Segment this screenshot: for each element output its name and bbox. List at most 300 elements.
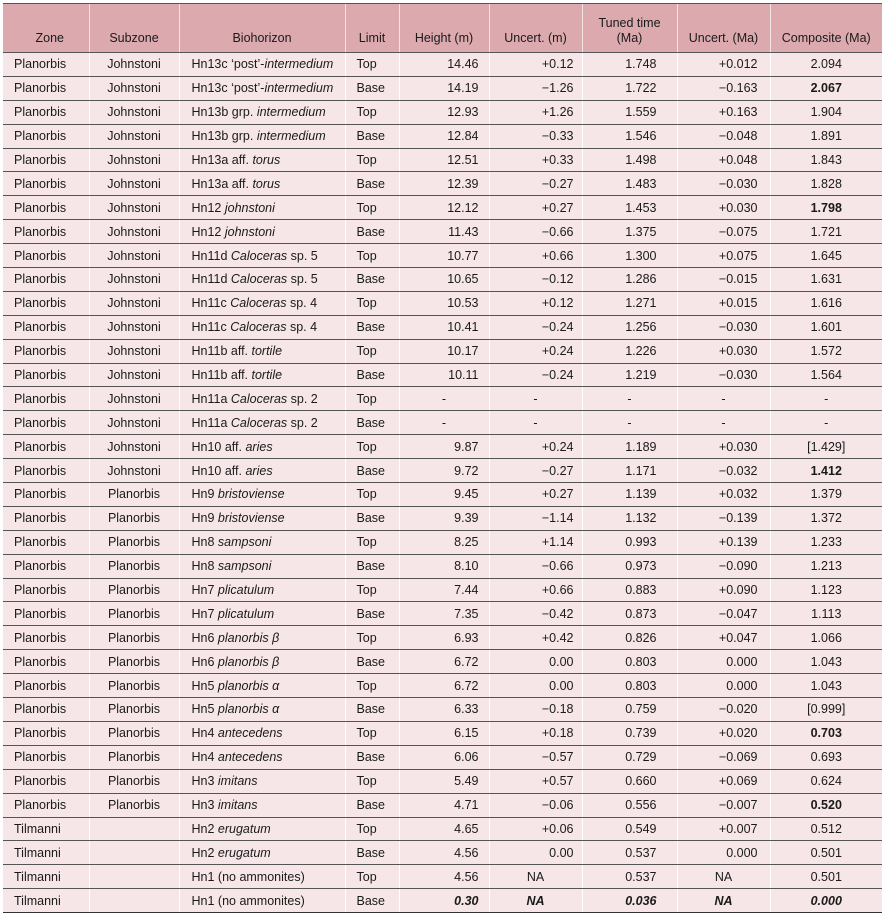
cell-tuned-time: 1.300 xyxy=(582,244,677,268)
cell-biohorizon: Hn4 antecedens xyxy=(179,745,345,769)
table-row xyxy=(3,459,882,483)
cell-biohorizon: Hn2 erugatum xyxy=(179,817,345,841)
cell-uncert-m: −1.14 xyxy=(489,506,582,530)
data-table xyxy=(3,3,882,913)
cell-limit: Base xyxy=(345,76,399,100)
cell-biohorizon: Hn3 imitans xyxy=(179,793,345,817)
cell-limit: Base xyxy=(345,889,399,913)
table-row xyxy=(3,172,882,196)
cell-limit: Base xyxy=(345,315,399,339)
cell-biohorizon: Hn1 (no ammonites) xyxy=(179,865,345,889)
cell-uncert-ma: +0.020 xyxy=(677,721,770,745)
cell-tuned-time: 0.803 xyxy=(582,674,677,698)
cell-composite: 1.412 xyxy=(770,459,882,483)
cell-subzone: Planorbis xyxy=(89,721,179,745)
cell-composite: 1.616 xyxy=(770,291,882,315)
cell-uncert-m: NA xyxy=(489,865,582,889)
cell-uncert-ma: +0.163 xyxy=(677,100,770,124)
cell-uncert-m: +1.14 xyxy=(489,530,582,554)
table-row xyxy=(3,100,882,124)
cell-limit: Base xyxy=(345,554,399,578)
cell-limit: Base xyxy=(345,172,399,196)
cell-limit: Top xyxy=(345,674,399,698)
cell-uncert-ma: - xyxy=(677,387,770,411)
table-row xyxy=(3,363,882,387)
cell-limit: Top xyxy=(345,291,399,315)
cell-subzone: Johnstoni xyxy=(89,172,179,196)
cell-uncert-ma: −0.075 xyxy=(677,220,770,244)
cell-biohorizon: Hn8 sampsoni xyxy=(179,554,345,578)
cell-tuned-time: 1.453 xyxy=(582,196,677,220)
table-row xyxy=(3,148,882,172)
cell-limit: Top xyxy=(345,244,399,268)
cell-height: 6.72 xyxy=(399,650,489,674)
cell-tuned-time: 1.132 xyxy=(582,506,677,530)
cell-height: 6.15 xyxy=(399,721,489,745)
cell-height: - xyxy=(399,387,489,411)
cell-zone: Planorbis xyxy=(3,411,89,435)
cell-zone: Planorbis xyxy=(3,339,89,363)
cell-height: 6.72 xyxy=(399,674,489,698)
table-row xyxy=(3,435,882,459)
cell-tuned-time: 0.739 xyxy=(582,721,677,745)
cell-uncert-ma: −0.032 xyxy=(677,459,770,483)
cell-subzone: Johnstoni xyxy=(89,411,179,435)
cell-zone: Planorbis xyxy=(3,698,89,722)
cell-subzone: Planorbis xyxy=(89,626,179,650)
cell-composite: 1.631 xyxy=(770,268,882,292)
cell-limit: Top xyxy=(345,435,399,459)
header-uncert-ma: Uncert. (Ma) xyxy=(677,4,770,53)
cell-height: 8.10 xyxy=(399,554,489,578)
cell-subzone: Johnstoni xyxy=(89,291,179,315)
cell-zone: Planorbis xyxy=(3,602,89,626)
cell-uncert-m: −0.66 xyxy=(489,220,582,244)
cell-zone: Planorbis xyxy=(3,530,89,554)
table-row xyxy=(3,793,882,817)
cell-uncert-ma: +0.012 xyxy=(677,53,770,77)
cell-height: 7.35 xyxy=(399,602,489,626)
cell-uncert-ma: 0.000 xyxy=(677,650,770,674)
cell-tuned-time: 1.286 xyxy=(582,268,677,292)
cell-uncert-ma: +0.030 xyxy=(677,196,770,220)
cell-composite: 1.113 xyxy=(770,602,882,626)
cell-composite: 1.564 xyxy=(770,363,882,387)
table-row xyxy=(3,76,882,100)
cell-height: 12.39 xyxy=(399,172,489,196)
cell-composite: 0.501 xyxy=(770,865,882,889)
cell-composite: 1.043 xyxy=(770,674,882,698)
cell-uncert-m: +0.06 xyxy=(489,817,582,841)
cell-limit: Base xyxy=(345,459,399,483)
cell-tuned-time: 1.139 xyxy=(582,483,677,507)
cell-limit: Base xyxy=(345,745,399,769)
cell-height: - xyxy=(399,411,489,435)
cell-zone: Planorbis xyxy=(3,745,89,769)
table-row xyxy=(3,315,882,339)
cell-composite: 1.379 xyxy=(770,483,882,507)
cell-height: 10.41 xyxy=(399,315,489,339)
cell-uncert-m: −0.18 xyxy=(489,698,582,722)
cell-uncert-ma: −0.007 xyxy=(677,793,770,817)
cell-height: 10.11 xyxy=(399,363,489,387)
cell-uncert-m: - xyxy=(489,411,582,435)
cell-uncert-m: −0.27 xyxy=(489,172,582,196)
cell-height: 9.45 xyxy=(399,483,489,507)
cell-subzone: Planorbis xyxy=(89,745,179,769)
cell-uncert-m: +0.24 xyxy=(489,339,582,363)
cell-composite: 1.843 xyxy=(770,148,882,172)
cell-tuned-time: 1.189 xyxy=(582,435,677,459)
cell-uncert-m: +0.27 xyxy=(489,196,582,220)
cell-zone: Planorbis xyxy=(3,124,89,148)
cell-limit: Base xyxy=(345,363,399,387)
cell-tuned-time: 0.993 xyxy=(582,530,677,554)
cell-biohorizon: Hn11d Caloceras sp. 5 xyxy=(179,268,345,292)
cell-biohorizon: Hn2 erugatum xyxy=(179,841,345,865)
cell-composite: 0.703 xyxy=(770,721,882,745)
cell-zone: Tilmanni xyxy=(3,889,89,913)
cell-tuned-time: 0.729 xyxy=(582,745,677,769)
cell-uncert-m: +0.12 xyxy=(489,53,582,77)
cell-uncert-ma: +0.030 xyxy=(677,435,770,459)
cell-composite: 1.645 xyxy=(770,244,882,268)
cell-height: 12.51 xyxy=(399,148,489,172)
cell-zone: Planorbis xyxy=(3,172,89,196)
header-uncert-m: Uncert. (m) xyxy=(489,4,582,53)
cell-subzone: Johnstoni xyxy=(89,148,179,172)
cell-subzone xyxy=(89,889,179,913)
cell-uncert-ma: NA xyxy=(677,889,770,913)
cell-height: 5.49 xyxy=(399,769,489,793)
cell-height: 14.46 xyxy=(399,53,489,77)
cell-uncert-ma: −0.069 xyxy=(677,745,770,769)
cell-height: 6.93 xyxy=(399,626,489,650)
cell-uncert-m: +0.66 xyxy=(489,244,582,268)
cell-uncert-ma: 0.000 xyxy=(677,674,770,698)
cell-uncert-ma: +0.090 xyxy=(677,578,770,602)
cell-zone: Planorbis xyxy=(3,363,89,387)
cell-composite: 1.372 xyxy=(770,506,882,530)
cell-biohorizon: Hn8 sampsoni xyxy=(179,530,345,554)
cell-composite: 1.213 xyxy=(770,554,882,578)
cell-height: 9.72 xyxy=(399,459,489,483)
cell-uncert-ma: −0.030 xyxy=(677,363,770,387)
cell-subzone xyxy=(89,865,179,889)
cell-tuned-time: 0.873 xyxy=(582,602,677,626)
cell-uncert-m: −0.06 xyxy=(489,793,582,817)
cell-zone: Tilmanni xyxy=(3,817,89,841)
cell-composite: 0.000 xyxy=(770,889,882,913)
cell-tuned-time: 0.973 xyxy=(582,554,677,578)
cell-limit: Top xyxy=(345,100,399,124)
cell-limit: Base xyxy=(345,124,399,148)
cell-zone: Planorbis xyxy=(3,769,89,793)
cell-limit: Base xyxy=(345,506,399,530)
cell-biohorizon: Hn9 bristoviense xyxy=(179,483,345,507)
cell-uncert-m: +0.33 xyxy=(489,148,582,172)
table-row xyxy=(3,554,882,578)
cell-uncert-ma: −0.090 xyxy=(677,554,770,578)
cell-biohorizon: Hn13b grp. intermedium xyxy=(179,124,345,148)
cell-uncert-m: +0.42 xyxy=(489,626,582,650)
cell-uncert-ma: - xyxy=(677,411,770,435)
cell-uncert-ma: −0.139 xyxy=(677,506,770,530)
cell-height: 7.44 xyxy=(399,578,489,602)
cell-limit: Base xyxy=(345,698,399,722)
cell-subzone: Johnstoni xyxy=(89,339,179,363)
table-row xyxy=(3,841,882,865)
table-row xyxy=(3,411,882,435)
cell-zone: Planorbis xyxy=(3,291,89,315)
cell-biohorizon: Hn6 planorbis β xyxy=(179,650,345,674)
cell-height: 9.87 xyxy=(399,435,489,459)
cell-tuned-time: 1.171 xyxy=(582,459,677,483)
cell-uncert-ma: −0.030 xyxy=(677,315,770,339)
table-row xyxy=(3,244,882,268)
cell-uncert-m: +0.12 xyxy=(489,291,582,315)
table-row xyxy=(3,53,882,77)
cell-uncert-m: −0.57 xyxy=(489,745,582,769)
table-row xyxy=(3,769,882,793)
cell-zone: Planorbis xyxy=(3,100,89,124)
cell-uncert-m: 0.00 xyxy=(489,841,582,865)
cell-height: 12.84 xyxy=(399,124,489,148)
cell-biohorizon: Hn6 planorbis β xyxy=(179,626,345,650)
cell-biohorizon: Hn5 planorbis α xyxy=(179,698,345,722)
cell-subzone: Planorbis xyxy=(89,602,179,626)
cell-subzone: Planorbis xyxy=(89,674,179,698)
cell-uncert-m: +0.24 xyxy=(489,435,582,459)
cell-tuned-time: 0.660 xyxy=(582,769,677,793)
cell-uncert-m: −0.24 xyxy=(489,363,582,387)
cell-biohorizon: Hn11d Caloceras sp. 5 xyxy=(179,244,345,268)
cell-composite: [1.429] xyxy=(770,435,882,459)
cell-subzone: Planorbis xyxy=(89,530,179,554)
cell-tuned-time: 1.498 xyxy=(582,148,677,172)
cell-uncert-m: 0.00 xyxy=(489,650,582,674)
cell-uncert-m: 0.00 xyxy=(489,674,582,698)
cell-zone: Planorbis xyxy=(3,650,89,674)
cell-uncert-ma: NA xyxy=(677,865,770,889)
cell-uncert-ma: +0.069 xyxy=(677,769,770,793)
cell-biohorizon: Hn12 johnstoni xyxy=(179,196,345,220)
table-row xyxy=(3,291,882,315)
table-row xyxy=(3,698,882,722)
cell-height: 6.06 xyxy=(399,745,489,769)
cell-composite: 0.520 xyxy=(770,793,882,817)
cell-biohorizon: Hn10 aff. aries xyxy=(179,435,345,459)
table-row xyxy=(3,602,882,626)
cell-zone: Planorbis xyxy=(3,506,89,530)
cell-uncert-ma: +0.047 xyxy=(677,626,770,650)
cell-zone: Planorbis xyxy=(3,554,89,578)
cell-zone: Planorbis xyxy=(3,268,89,292)
cell-uncert-m: −0.24 xyxy=(489,315,582,339)
cell-subzone: Planorbis xyxy=(89,554,179,578)
cell-biohorizon: Hn11c Caloceras sp. 4 xyxy=(179,291,345,315)
cell-uncert-ma: −0.030 xyxy=(677,172,770,196)
cell-uncert-m: +1.26 xyxy=(489,100,582,124)
cell-subzone: Planorbis xyxy=(89,698,179,722)
cell-subzone: Planorbis xyxy=(89,793,179,817)
header-zone: Zone xyxy=(3,4,89,53)
cell-composite: 1.828 xyxy=(770,172,882,196)
cell-zone: Planorbis xyxy=(3,196,89,220)
cell-limit: Base xyxy=(345,793,399,817)
header-height: Height (m) xyxy=(399,4,489,53)
cell-composite: - xyxy=(770,411,882,435)
cell-composite: 1.891 xyxy=(770,124,882,148)
cell-height: 4.56 xyxy=(399,841,489,865)
header-subzone: Subzone xyxy=(89,4,179,53)
cell-uncert-ma: −0.015 xyxy=(677,268,770,292)
cell-zone: Planorbis xyxy=(3,459,89,483)
cell-tuned-time: 1.271 xyxy=(582,291,677,315)
cell-biohorizon: Hn4 antecedens xyxy=(179,721,345,745)
cell-tuned-time: 0.537 xyxy=(582,865,677,889)
cell-tuned-time: - xyxy=(582,411,677,435)
cell-zone: Planorbis xyxy=(3,148,89,172)
cell-composite: 1.721 xyxy=(770,220,882,244)
cell-composite: 1.066 xyxy=(770,626,882,650)
cell-zone: Planorbis xyxy=(3,626,89,650)
cell-zone: Planorbis xyxy=(3,387,89,411)
cell-zone: Planorbis xyxy=(3,578,89,602)
cell-uncert-m: −0.12 xyxy=(489,268,582,292)
cell-tuned-time: 1.546 xyxy=(582,124,677,148)
cell-height: 8.25 xyxy=(399,530,489,554)
table-row xyxy=(3,506,882,530)
cell-tuned-time: 1.559 xyxy=(582,100,677,124)
cell-tuned-time: 0.826 xyxy=(582,626,677,650)
cell-uncert-ma: −0.020 xyxy=(677,698,770,722)
cell-biohorizon: Hn12 johnstoni xyxy=(179,220,345,244)
cell-limit: Top xyxy=(345,530,399,554)
table-row xyxy=(3,745,882,769)
cell-zone: Planorbis xyxy=(3,53,89,77)
cell-height: 4.56 xyxy=(399,865,489,889)
cell-composite: 0.512 xyxy=(770,817,882,841)
cell-composite: - xyxy=(770,387,882,411)
cell-uncert-m: −0.27 xyxy=(489,459,582,483)
header-tuned-time: Tuned time (Ma) xyxy=(582,4,677,53)
cell-limit: Top xyxy=(345,817,399,841)
cell-biohorizon: Hn9 bristoviense xyxy=(179,506,345,530)
cell-limit: Base xyxy=(345,841,399,865)
cell-composite: 1.043 xyxy=(770,650,882,674)
cell-height: 0.30 xyxy=(399,889,489,913)
cell-limit: Top xyxy=(345,387,399,411)
header-biohorizon: Biohorizon xyxy=(179,4,345,53)
cell-limit: Base xyxy=(345,220,399,244)
cell-biohorizon: Hn1 (no ammonites) xyxy=(179,889,345,913)
cell-uncert-ma: +0.032 xyxy=(677,483,770,507)
cell-uncert-m: - xyxy=(489,387,582,411)
cell-height: 6.33 xyxy=(399,698,489,722)
cell-subzone: Johnstoni xyxy=(89,459,179,483)
cell-uncert-m: −1.26 xyxy=(489,76,582,100)
cell-limit: Top xyxy=(345,769,399,793)
cell-biohorizon: Hn13a aff. torus xyxy=(179,148,345,172)
cell-subzone: Johnstoni xyxy=(89,76,179,100)
cell-zone: Planorbis xyxy=(3,483,89,507)
cell-limit: Base xyxy=(345,268,399,292)
cell-tuned-time: 1.226 xyxy=(582,339,677,363)
cell-limit: Base xyxy=(345,602,399,626)
cell-uncert-m: +0.18 xyxy=(489,721,582,745)
cell-composite: 1.904 xyxy=(770,100,882,124)
cell-tuned-time: 1.375 xyxy=(582,220,677,244)
cell-subzone: Johnstoni xyxy=(89,268,179,292)
cell-subzone: Planorbis xyxy=(89,578,179,602)
cell-biohorizon: Hn10 aff. aries xyxy=(179,459,345,483)
cell-biohorizon: Hn13c ‘post’-intermedium xyxy=(179,76,345,100)
cell-limit: Top xyxy=(345,53,399,77)
cell-limit: Top xyxy=(345,483,399,507)
cell-subzone xyxy=(89,841,179,865)
cell-biohorizon: Hn5 planorbis α xyxy=(179,674,345,698)
cell-uncert-ma: +0.048 xyxy=(677,148,770,172)
table-row xyxy=(3,578,882,602)
cell-composite: 1.123 xyxy=(770,578,882,602)
cell-biohorizon: Hn3 imitans xyxy=(179,769,345,793)
cell-limit: Top xyxy=(345,626,399,650)
header-row xyxy=(3,4,882,53)
cell-height: 12.93 xyxy=(399,100,489,124)
cell-zone: Planorbis xyxy=(3,76,89,100)
table-row xyxy=(3,196,882,220)
cell-limit: Top xyxy=(345,339,399,363)
cell-tuned-time: 1.256 xyxy=(582,315,677,339)
cell-height: 10.17 xyxy=(399,339,489,363)
header-limit: Limit xyxy=(345,4,399,53)
cell-tuned-time: 1.219 xyxy=(582,363,677,387)
cell-biohorizon: Hn11a Caloceras sp. 2 xyxy=(179,387,345,411)
cell-limit: Top xyxy=(345,196,399,220)
cell-uncert-m: −0.42 xyxy=(489,602,582,626)
cell-biohorizon: Hn11a Caloceras sp. 2 xyxy=(179,411,345,435)
cell-subzone: Planorbis xyxy=(89,483,179,507)
cell-uncert-ma: 0.000 xyxy=(677,841,770,865)
cell-biohorizon: Hn13a aff. torus xyxy=(179,172,345,196)
cell-uncert-ma: +0.030 xyxy=(677,339,770,363)
cell-height: 4.65 xyxy=(399,817,489,841)
cell-limit: Base xyxy=(345,411,399,435)
cell-composite: 2.067 xyxy=(770,76,882,100)
cell-biohorizon: Hn7 plicatulum xyxy=(179,602,345,626)
cell-zone: Planorbis xyxy=(3,674,89,698)
cell-height: 14.19 xyxy=(399,76,489,100)
cell-composite: 1.798 xyxy=(770,196,882,220)
cell-limit: Top xyxy=(345,721,399,745)
cell-uncert-m: +0.27 xyxy=(489,483,582,507)
cell-uncert-m: +0.66 xyxy=(489,578,582,602)
cell-uncert-ma: +0.075 xyxy=(677,244,770,268)
cell-uncert-m: −0.33 xyxy=(489,124,582,148)
cell-subzone: Johnstoni xyxy=(89,124,179,148)
cell-tuned-time: 0.537 xyxy=(582,841,677,865)
cell-composite: 1.601 xyxy=(770,315,882,339)
cell-height: 11.43 xyxy=(399,220,489,244)
cell-subzone: Johnstoni xyxy=(89,196,179,220)
cell-subzone: Johnstoni xyxy=(89,387,179,411)
cell-zone: Planorbis xyxy=(3,244,89,268)
cell-uncert-ma: +0.139 xyxy=(677,530,770,554)
cell-height: 12.12 xyxy=(399,196,489,220)
cell-height: 10.77 xyxy=(399,244,489,268)
table-row xyxy=(3,124,882,148)
